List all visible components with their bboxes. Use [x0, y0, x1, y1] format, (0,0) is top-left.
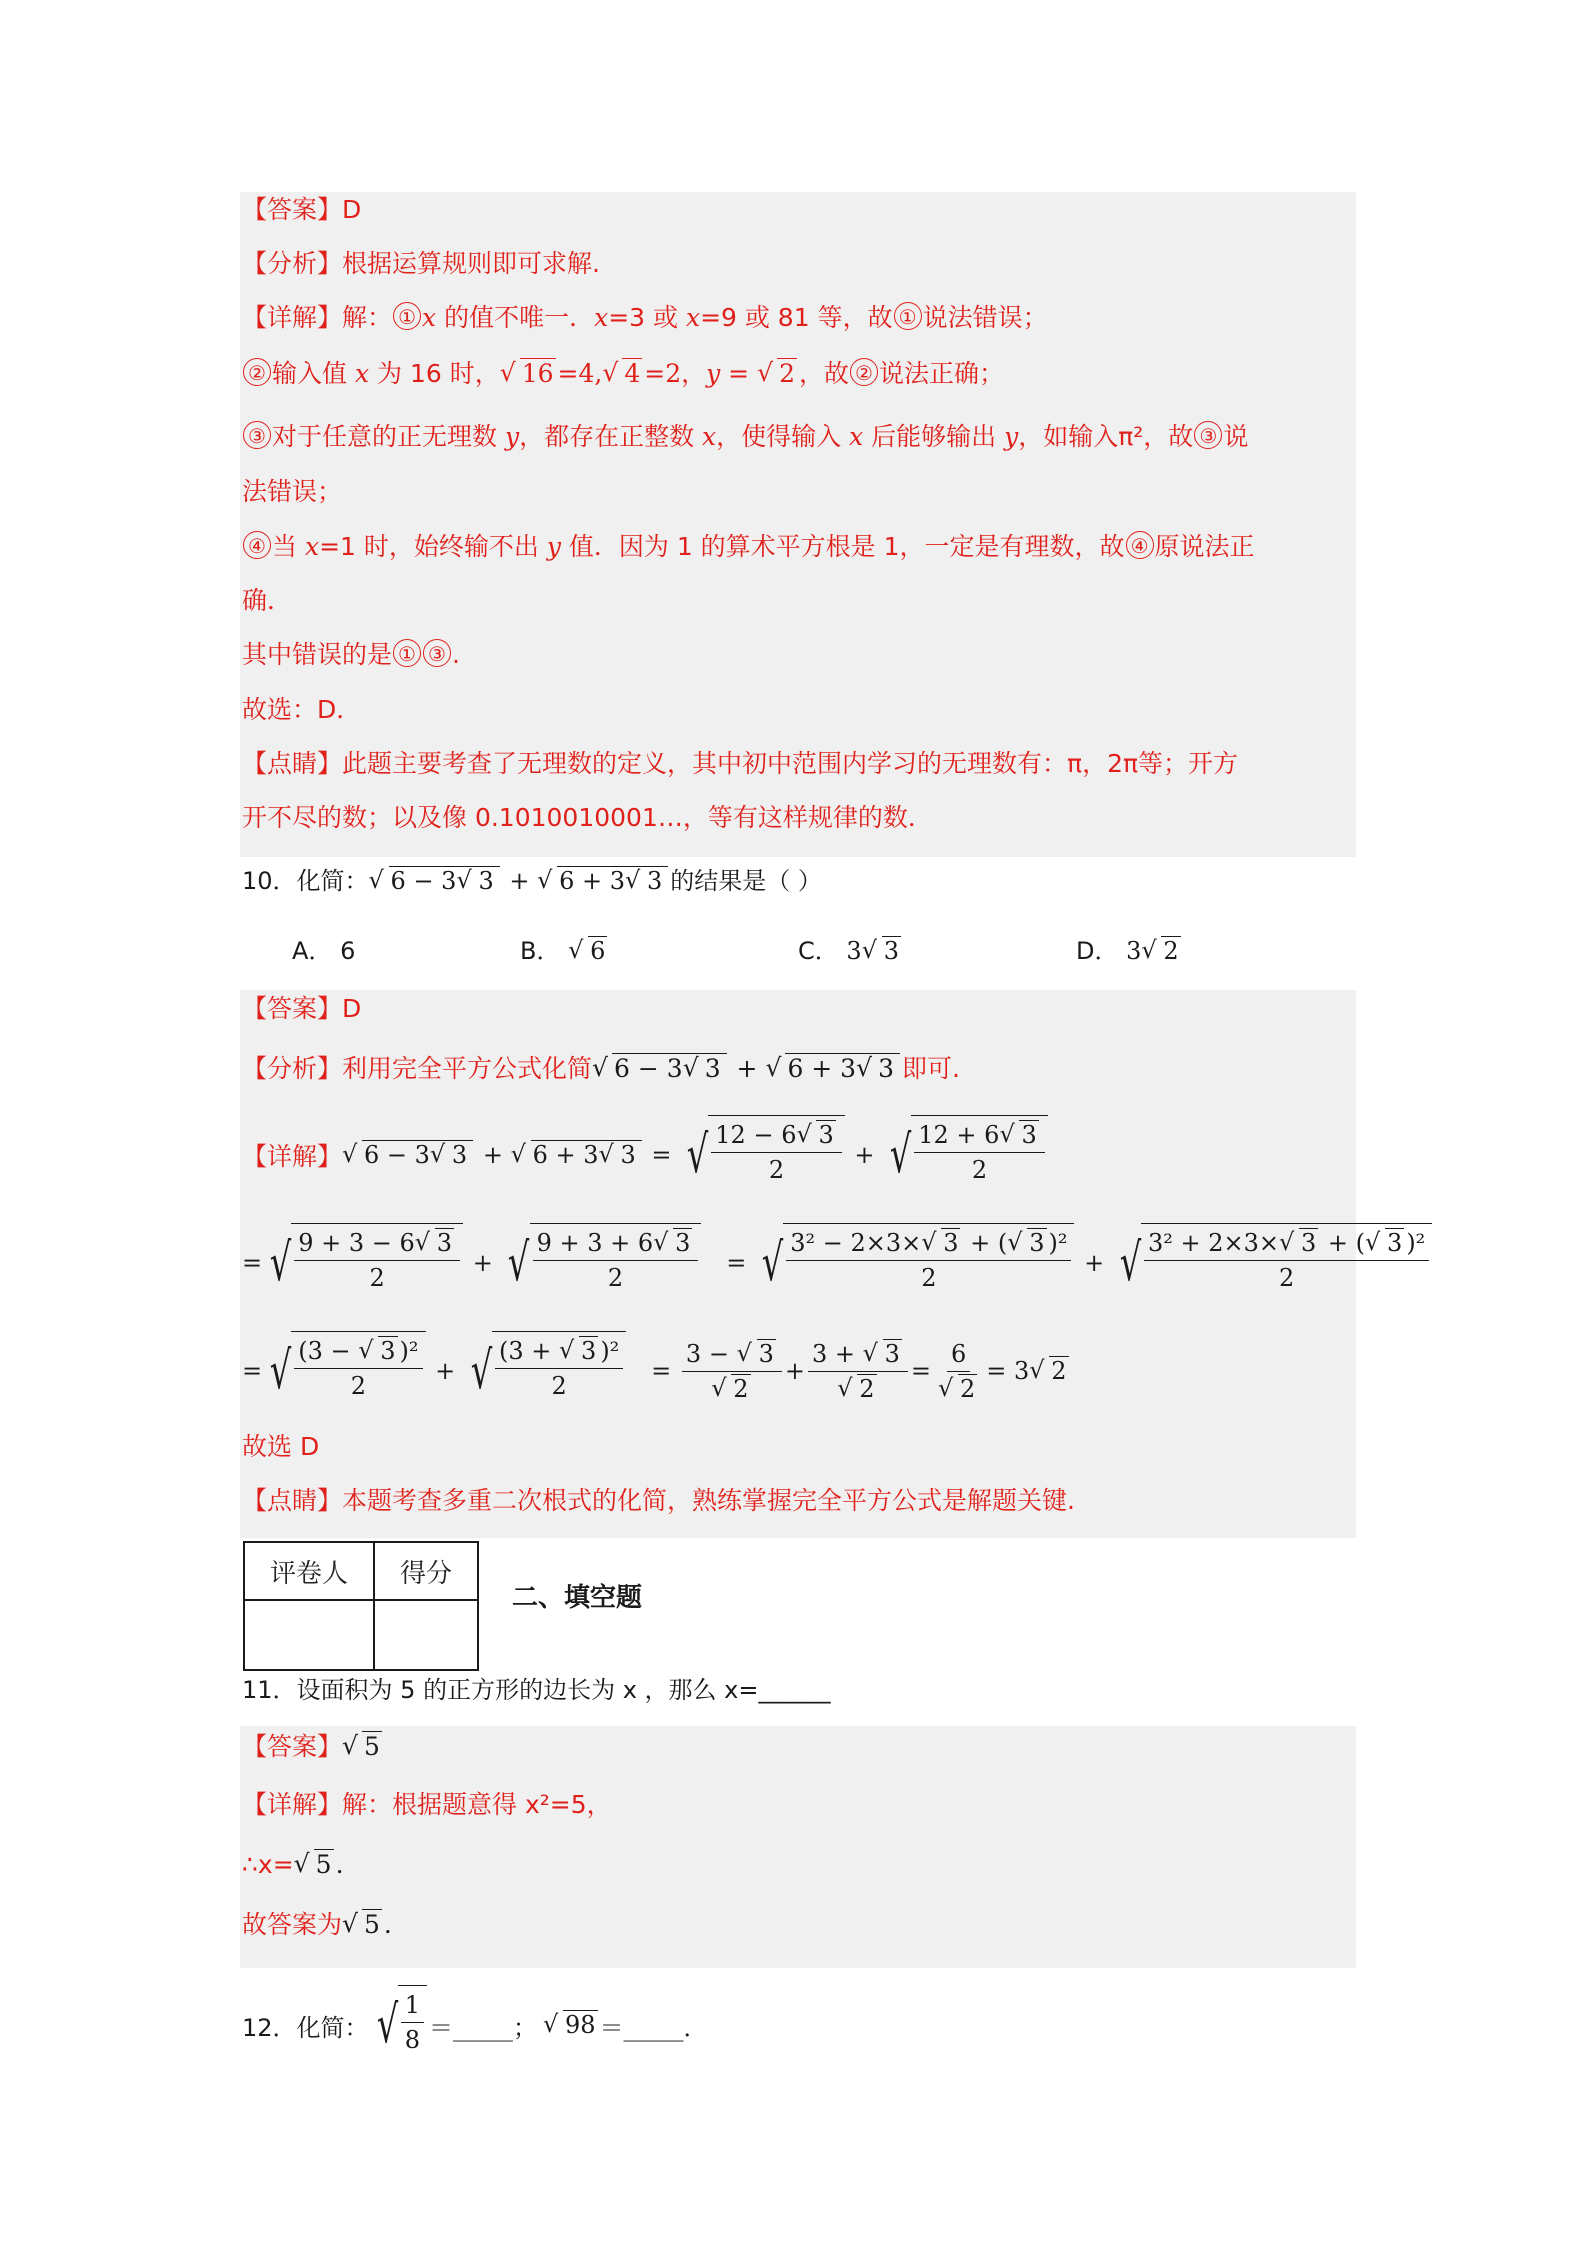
q10-analysis: 【分析】利用完全平方公式化简√ 6 − 3√ 3 + √ 6 + 3√ 3 即可.	[242, 1052, 960, 1086]
grading-table	[243, 1541, 479, 1671]
q11-solution-block	[240, 1726, 1356, 1968]
q11-answer: 【答案】√ 5	[242, 1730, 384, 1764]
q10-answer: 【答案】D	[242, 994, 362, 1023]
q10-option-a[interactable]: A． 6	[292, 937, 356, 965]
q9-detail-line-4b: 确．	[242, 586, 293, 615]
q9-detail-line-2: ② 输入值 x 为 16 时，√ 16 =4,√ 4 =2，y = √ 2 ，故 ② 说法正确；	[242, 357, 1004, 391]
q9-point-2: 开不尽的数；以及像 0.1010010001…，等有这样规律的数．	[242, 803, 933, 832]
q10-option-d[interactable]: D． 3√ 2	[1076, 934, 1183, 968]
q9-detail-line-3b: 法错误；	[242, 477, 343, 506]
score-cell[interactable]	[374, 1600, 478, 1670]
q9-detail-line-1: 【详解】解： ① x 的值不唯一．x=3 或 x=9 或 81 等，故 ① 说法错误；	[242, 303, 1048, 332]
q10-stem: 10．化简：√ 6 − 3√ 3 + √ 6 + 3√ 3 的结果是（ ）	[242, 864, 822, 898]
grader-header: 评卷人	[244, 1542, 374, 1600]
q9-answer: 【答案】D	[242, 195, 362, 224]
q9-detail-line-3: ③ 对于任意的正无理数 y，都存在正整数 x，使得输入 x 后能够输出 y，如输入π²，故 ③ 说	[242, 420, 1248, 454]
q10-point: 【点睛】本题考查多重二次根式的化简，熟练掌握完全平方公式是解题关键.	[242, 1486, 1075, 1515]
q9-detail-line-4: ④ 当 x=1 时，始终输不出 y 值．因为 1 的算术平方根是 1，一定是有理数，故 ④ 原说法正	[242, 530, 1255, 564]
q10-option-b[interactable]: B． √ 6	[520, 934, 609, 968]
q9-analysis: 【分析】根据运算规则即可求解.	[242, 249, 600, 278]
q10-detail-eq-3: = √ $\frac{\text{(3 − √ 3 )²}}{2}$ + √ $\frac{\text{(3 + √ 3 )²}}{2}$ = 3 − √ 3 √ 2 + 3 + √ 3 √ 2 = 6 √ 2 = 3 √ 2	[242, 1330, 1071, 1412]
q10-detail-eq-1: 【详解】 √ 6 − 3√ 3 + √ 6 + 3√ 3 = √ $\frac{12 - 6√ 3}{2}$ + √ $\frac{12 + 6√ 3}{2}$	[242, 1115, 1050, 1195]
q11-conclusion: 故答案为√ 5 .	[242, 1908, 392, 1942]
q10-choose: 故选 D	[242, 1432, 320, 1461]
q9-choose: 故选：D．	[242, 695, 362, 724]
section-title: 二、填空题	[512, 1583, 643, 1613]
q12-stem: 12．化简： √ $\frac{1}{8}$ ＝_____； √ 98 ＝_____．	[242, 1980, 708, 2070]
q10-option-c[interactable]: C． 3√ 3	[798, 934, 903, 968]
score-header: 得分	[374, 1542, 478, 1600]
q9-wrong-items: 其中错误的是 ① ③ .	[242, 640, 460, 669]
q9-point-1: 【点睛】此题主要考查了无理数的定义，其中初中范围内学习的无理数有：π，2π等；开方	[242, 749, 1239, 778]
q11-detail: 【详解】解：根据题意得 x²=5，	[242, 1790, 612, 1819]
q11-therefore: ∴x=√ 5 .	[242, 1848, 344, 1882]
grader-cell[interactable]	[244, 1600, 374, 1670]
q10-detail-eq-2: = √ $\frac{9 + 3 - 6√ 3}{2}$ + √ $\frac{9 + 3 + 6√ 3}{2}$ = √ $\frac{\text{3² − 2×3×√ 3 + (√ 3 )²}}{2}$ + √ $\frac{\text{3² + 2×3×√ 3 + (√ 3 )²}}{2}$	[242, 1222, 1434, 1304]
q11-stem: 11．设面积为 5 的正方形的边长为 x ，那么 x=______	[242, 1676, 831, 1704]
